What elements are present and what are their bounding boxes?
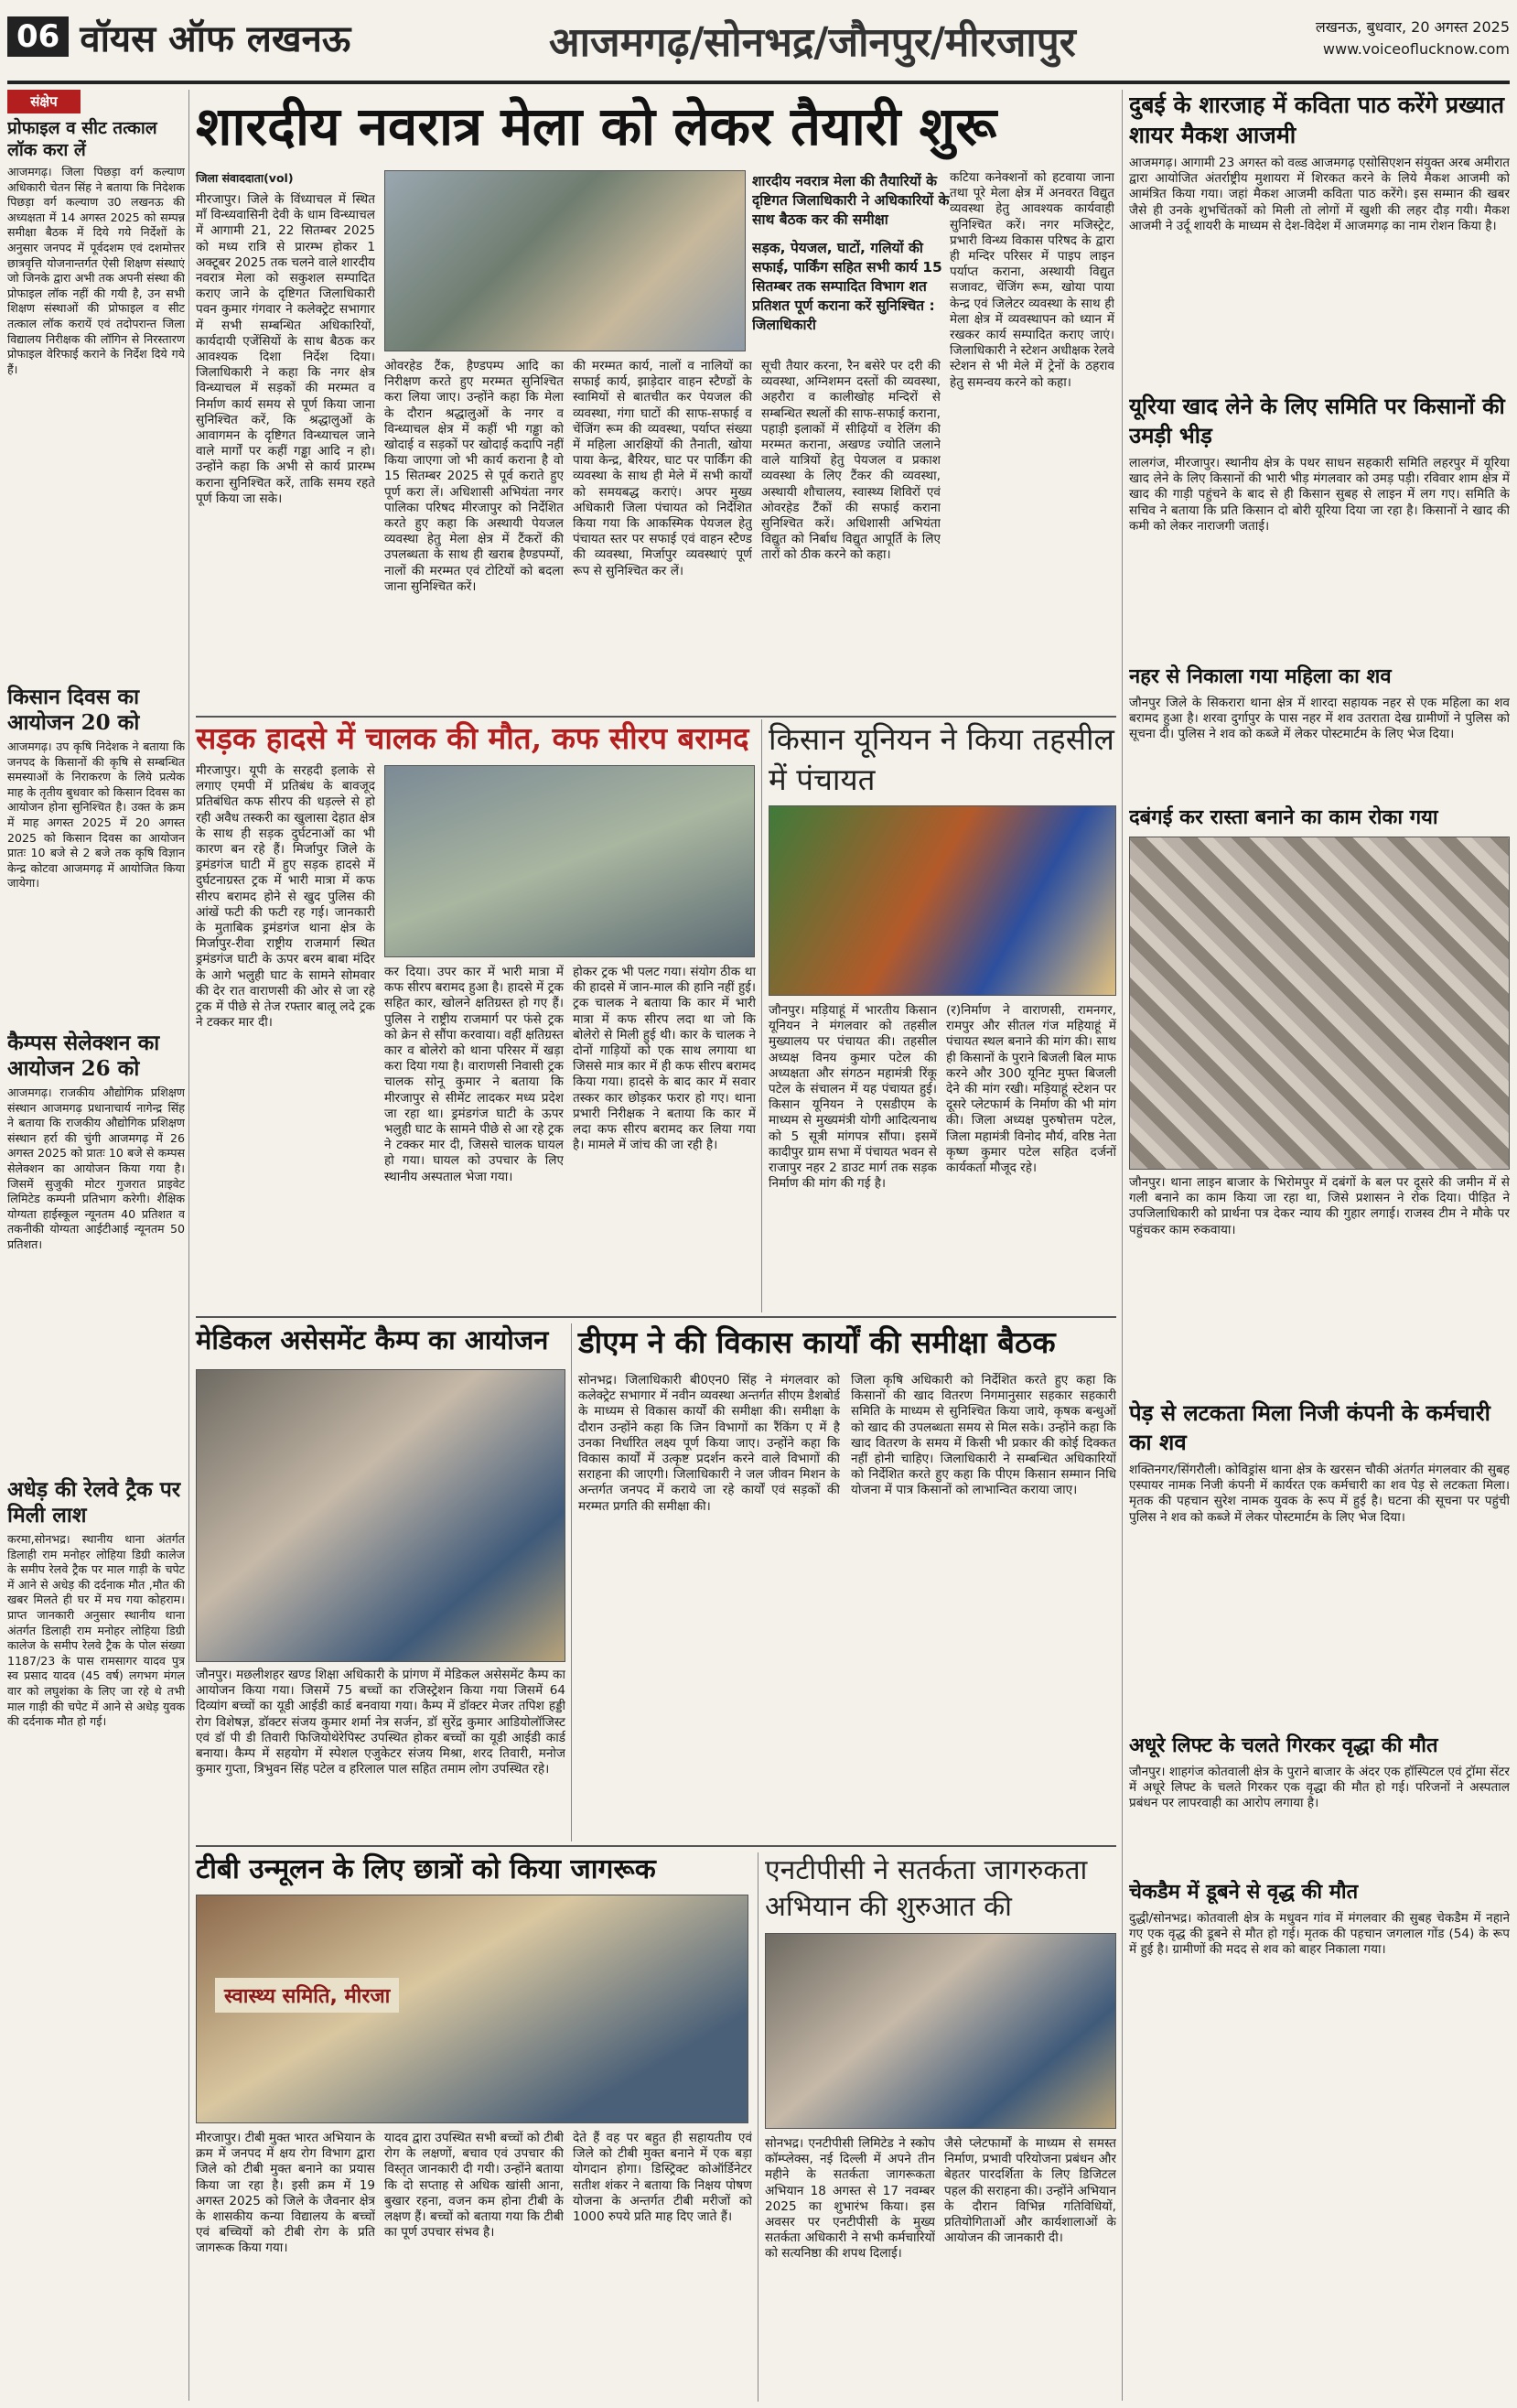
ntpc-photo bbox=[765, 1933, 1116, 2129]
medical-headline: मेडिकल असेसमेंट कैम्प का आयोजन bbox=[196, 1324, 549, 1355]
accident-col-2: कर दिया। उपर कार में भारी मात्रा में कफ सीरप बरामद हुआ है। हादसे में ट्रक सहित कार, खोलने क्षतिग्रस्त हो गए हैं। पुलिस ने राष्ट्रीय राजमार्ग पर फंसे ट्रक को क्रेन से सौंपा करवाया। वहीं क्षतिग्रस्त कार व बोलेरो को थाना परिसर में खड़ा करा दिया गया है। वाराणसी निवासी ट्रक चालक सोनू कुमार ने बताया कि मीरजापुर से सीमेंट लादकर मध्य प्रदेश जा रहा था। ड्रमंडगंज घाटी के ऊपर भलुही घाट के सामने पीछे से आ रहे ट्रक ने टक्कर मार दी, जिससे चालक घायल हो गया। घायल को उपचार के लिए स्थानीय अस्पताल भेजा गया। bbox=[384, 965, 564, 1184]
tree-headline: पेड़ से लटकता मिला निजी कंपनी के कर्मचारी का शव bbox=[1129, 1399, 1490, 1455]
website-link[interactable]: www.voiceoflucknow.com bbox=[1322, 40, 1510, 58]
sidebar-head-3: कैम्पस सेलेक्शन का आयोजन 26 को bbox=[7, 1031, 160, 1081]
lead-col-3: की मरम्मत कार्य, नालों व नालियों का सफाई कार्य, झाड़ेदार वाहन स्टैण्डों के स्वामियों से बातचीत कर पेयजल की व्यवस्था, गंगा घाटों की साफ-सफाई व चेंजिंग रूम की व्यवस्था, पर्याप्त संख्या में महिला आरक्षियों की तैनाती, खोया पाया केन्द्र, बैरियर, घाट पर पार्किंग की व्यवस्था के साथ ही मेले में सभी कार्यों को समयबद्ध कराएं। अपर मुख्य अधिकारी जिला पंचायत को निर्देशित किया गया कि आकस्मिक पेयजल हेतु पंचायत स्तर पर सफाई एवं वाहन स्टैण्ड की व्यवस्था, मिर्जापुर व्यवस्थाएं पूर्ण रूप से सुनिश्चित कर लें। bbox=[573, 359, 752, 578]
lead-bottom-rule bbox=[196, 716, 1116, 718]
date-line: लखनऊ, बुधवार, 20 अगस्त 2025 bbox=[1315, 18, 1510, 36]
medical-photo bbox=[196, 1369, 565, 1662]
tb-col-2: यादव द्वारा उपस्थित सभी बच्चों को टीबी रोग के लक्षणों, बचाव एवं उपचार की विस्तृत जानकारी दी गयी। उन्होंने बताया कि दो सप्ताह से अधिक खांसी आना, बुखार रहना, वजन कम होना टीबी के लक्षण हैं। बच्चों को बताया गया कि टीबी का पूर्ण उपचार संभव है। bbox=[384, 2131, 564, 2241]
canal-body-headline: नहर से निकाला गया महिला का शव bbox=[1129, 664, 1392, 688]
lead-bullet-2: सड़क, पेयजल, घाटों, गलियों की सफाई, पार्किंग सहित सभी कार्य 15 सितम्बर तक सम्पादित विभाग शत प्रतिशत पूर्ण कराना करें सुनिश्चित : जिलाधिकारी bbox=[752, 240, 942, 333]
col-divider-left bbox=[188, 90, 189, 2401]
right-top-body: आजमगढ़। आगामी 23 अगस्त को वल्र्ड आजमगढ़ एसोसिएशन संयुक्त अरब अमीरात द्वारा आयोजित अंतर्राष्ट्रीय मुशायरा में शिरकत करने के लिये मैकश आजमी को आमंत्रित किया गया। जहां मैकश आजमी कविता पाठ करेंगे। इस सम्मान की खबर जैसे ही उनके शुभचिंतकों को मिली तो लोगों में खुशी की लहर दौड़ गयी। मैकश आजमी ने उर्दू शायरी के माध्यम से देश-विदेश में आजमगढ़ का नाम रोशन किया है। bbox=[1129, 156, 1510, 233]
sidebar-label: संक्षेप bbox=[7, 90, 81, 113]
masthead-rule bbox=[7, 81, 1510, 84]
lead-col-2: ओवरहेड टैंक, हैण्डपम्प आदि का निरीक्षण करते हुए मरम्मत सुनिश्चित करा लिया जाए। उन्होंने कहा कि मेला के दौरान श्रद्धालुओं के नगर व विन्ध्याचल क्षेत्र में कहीं भी गड्ढा को खोदाई व सड़कों पर खोदाई कदापि नहीं किया जाएगा जो भी कार्य कराना है वो 15 सितम्बर 2025 से पूर्व कराते हुए पूर्ण करा लें। अधिशासी अभियंता नगर पालिका परिषद मीरजापुर को निर्देशित करते हुए कहा कि अस्थायी पेयजल व्यवस्था हेतु मेला क्षेत्र में टैंकरों की उपलब्धता के साथ ही खराब हैण्डपम्पों, नालों की मरम्मत एवं टोटियों को बदला जाना सुनिश्चित करें। bbox=[384, 359, 564, 594]
col-divider-right bbox=[1122, 90, 1123, 2401]
accident-photo-truck bbox=[384, 765, 755, 957]
sidebar-head-1: प्रोफाइल व सीट तत्काल लॉक करा लें bbox=[7, 118, 157, 160]
farmers-photo bbox=[769, 805, 1116, 996]
lead-byline: जिला संवाददाता(vol) bbox=[196, 171, 294, 185]
urea-body: लालगंज, मीरजापुर। स्थानीय क्षेत्र के पथर साधन सहकारी समिति लहरपुर में यूरिया खाद लेने के लिए किसानों की भारी भीड़ मंगलवार को उमड़ पड़ी। रविवार शाम क्षेत्र में खाद की गाड़ी पहुंचने के बाद से ही किसान सुबह से लाइन में लग गए। समिति के सचिव ने बताया कि प्रति किसान दो बोरी यूरिया दिया जा रहा है। किसानों ने खाद की कमी को लेकर नाराजगी जताई। bbox=[1129, 456, 1510, 534]
sidebar-head-4: अधेड़ की रेलवे ट्रैक पर मिली लाश bbox=[7, 1477, 181, 1528]
sidebar-body-2: आजमगढ़। उप कृषि निदेशक ने बताया कि जनपद के किसानों की कृषि से सम्बन्धित समस्याओं के निराकरण के लिये प्रत्येक माह के तृतीय बुधवार को किसान दिवस का आयोजन होना सुनिश्चित है। उक्त के क्रम में माह अगस्त 2025 में 20 अगस्त 2025 को किसान दिवस का आयोजन प्रातः 10 बजे से 2 बजे तक कृषि विज्ञान केन्द्र कोटवा आजमगढ़ में आयोजित किया जायेगा। bbox=[7, 740, 185, 891]
drown-body: दुद्धी/सोनभद्र। कोतवाली क्षेत्र के मधुवन गांव में मंगलवार की सुबह चेकडैम में नहाने गए एक वृद्ध की डूबने से मौत हो गई। मृतक की पहचान जगलाल गोंड (54) के रूप में हुई है। ग्रामीणों की मदद से शव को बाहर निकाला गया। bbox=[1129, 1911, 1510, 1958]
lead-bullet-box bbox=[752, 172, 963, 355]
road-body: जौनपुर। थाना लाइन बाजार के भिरोमपुर में दबंगों के बल पर दूसरे की जमीन में से गली बनाने का काम किया जा रहा था, जिसे प्रशासन ने रोक दिया। पीड़ित ने उपजिलाधिकारी को प्रार्थना पत्र देकर न्याय की गुहार लगाई। राजस्व टीम ने मौके पर पहुंचकर काम रुकवाया। bbox=[1129, 1175, 1510, 1237]
canal-body-text: जौनपुर जिले के सिकरारा थाना क्षेत्र में शारदा सहायक नहर से एक महिला का शव बरामद हुआ है। शरवा दुर्गापुर के पास नहर में शव उतराता देख ग्रामीणों ने पुलिस को सूचना दी। पुलिस ने शव को कब्जे में लेकर पोस्टमार्टम के लिए भेज दिया। bbox=[1129, 696, 1510, 742]
tb-col-1: मीरजापुर। टीबी मुक्त भारत अभियान के क्रम में जनपद में क्षय रोग विभाग द्वारा जिले को टीबी मुक्त बनाने का प्रयास किया जा रहा है। इसी क्रम में 19 अगस्त 2025 को जिले के जैवनार क्षेत्र के शासकीय कन्या विद्यालय के बच्चों एवं बच्चियों को टीबी रोग के प्रति जागरूक किया गया। bbox=[196, 2131, 375, 2256]
lift-headline: अधूरे लिफ्ट के चलते गिरकर वृद्धा की मौत bbox=[1129, 1733, 1438, 1757]
left-sidebar bbox=[7, 90, 185, 2401]
tb-photo bbox=[196, 1895, 748, 2123]
ntpc-col-2: जैसे प्लेटफार्मों के माध्यम से समस्त निर्माण, प्रभावी परियोजना प्रबंधन और बेहतर पारदर्शिता के लिए डिजिटल पहल की सराहना की। उन्होंने अभियान के दौरान विभिन्न गतिविधियों, प्रतियोगिताओं और कार्यशालाओं के आयोजन की जानकारी दी। bbox=[944, 2136, 1116, 2246]
sidebar-body-4: करमा,सोनभद्र। स्थानीय थाना अंतर्गत डिलाही राम मनोहर लोहिया डिग्री कालेज के समीप रेलवे ट्रैक पर माल गाड़ी के चपेट में आने से अधेड़ की दर्दनाक मौत ,मौत की खबर मिलते ही घर में मच गया कोहराम। प्राप्त जानकारी अनुसार स्थानीय थाना अंतर्गत डिलाही राम मनोहर लोहिया डिग्री कालेज के समीप रेलवे ट्रैक के पोल संख्या 1187/23 के पास रामसागर यादव पुत्र स्व प्रसाद यादव (45 वर्ष) लगभग मंगल वार को लघुशंका के लिए जा रहे थे तभी माल गाड़ी की चपेट में आने से अधेड़ युवक की दर्दनाक मौत हो गई। bbox=[7, 1532, 185, 1729]
farmers-col-1: जौनपुर। मड़ियाहूं में भारतीय किसान यूनियन ने मंगलवार को तहसील मुख्यालय पर पंचायत की। तहसील अध्यक्ष विनय कुमार पटेल की अध्यक्षता और संगठन महामंत्री रिंकू पटेल के संचालन में यह पंचायत हुई। किसान यूनियन ने एसडीएम के माध्यम से मुख्यमंत्री योगी आदित्यनाथ को 5 सूत्री मांगपत्र सौंपा। इसमें कादीपुर ग्राम सभा में पंचायत भवन से राजापुर नहर 2 डाउट मार्ग तक सड़क निर्माण की मांग की गई है। bbox=[769, 1003, 937, 1192]
lead-col-1: मीरजापुर। जिले के विंध्याचल में स्थित माँ विन्ध्यवासिनी देवी के धाम विन्ध्याचल में आगामी 21, 22 सितम्बर 2025 को मध्य रात्रि से प्रारम्भ होकर 1 अक्टूबर 2025 तक चलने वाले शारदीय नवरात्र मेला को सकुशल सम्पादित कराए जाने के दृष्टिगत जिलाधिकारी पवन कुमार गंगवार ने कलेक्ट्रेट सभागार में सभी सम्बन्धित अधिकारियों, कार्यदायी एजेंसियों के साथ बैठक कर आवश्यक दिशा निर्देश दिया। जिलाधिकारी ने कहा कि नगर क्षेत्र विन्ध्याचल में सड़कों की मरम्मत व निर्माण कार्य समय से पूर्ण किया जाना सुनिश्चित करें, कि श्रद्धालुओं के आवागमन के दृष्टिगत विन्ध्याचल जाने वाले मार्गों पर कहीं गड्ढा आदि न हो। उन्होंने कहा कि अभी से कार्य प्रारम्भ कराना सुनिश्चित करें, ताकि समय रहते पूर्ण किया जा सके। bbox=[196, 192, 375, 506]
sidebar-body-3: आजमगढ़। राजकीय औद्योगिक प्रशिक्षण संस्थान आजमगढ़ प्रधानाचार्य नागेन्द्र सिंह ने बताया कि राजकीय औद्योगिक प्रशिक्षण संस्थान हर्रा की चुंगी आजमगढ़ में 26 अगस्त 2025 को प्रातः 10 बजे से कम्पस सेलेक्शन का आयोजन किया गया है। जिसमें सुजुकी मोटर गुजरात प्राइवेट लिमिटेड कम्पनी प्रतिभाग करेगी। शैक्षिक योग्यता हाईस्कूल न्यूनतम 40 प्रतिशत व तकनीकी योग्यता आईटीआई न्यूनतम 50 प्रतिशत। bbox=[7, 1085, 185, 1251]
lead-headline: शारदीय नवरात्र मेला को लेकर तैयारी शुरू bbox=[196, 95, 997, 157]
accident-divider bbox=[761, 719, 762, 1312]
brand-title: वॉयस ऑफ लखनऊ bbox=[80, 16, 351, 60]
section-title: आजमगढ़/सोनभद्र/जौनपुर/मीरजापुर bbox=[549, 19, 1076, 66]
road-headline: दबंगई कर रास्ता बनाने का काम रोका गया bbox=[1129, 805, 1438, 829]
lead-col-5: कटिया कनेक्शनों को हटवाया जाना तथा पूरे मेला क्षेत्र में अनवरत विद्युत व्यवस्था हेतु आवश्यक कार्यवाही सुनिश्चित करें। नगर मजिस्ट्रेट, प्रभारी विन्ध्य विकास परिषद के द्वारा ही मन्दिर परिसर में पाइप लाइन पर्याप्त कराना, अस्थायी विद्युत सजावट, चेंजिंग रूम, खोया पाया केन्द्र एवं जिलेटर व्यवस्था के साथ ही मेला क्षेत्र में व्यवस्थापन को ध्यान में रखकर कार्य सम्पादित कराए जाएं। जिलाधिकारी ने स्टेशन अधीक्षक रेलवे स्टेशन से भी मेले में ट्रेनों के ठहराव हेतु समन्वय करने को कहा। bbox=[950, 170, 1114, 390]
mid-rule-2 bbox=[196, 1845, 1116, 1847]
mid-rule-1 bbox=[196, 1316, 1116, 1318]
accident-col-1: मीरजापुर। यूपी के सरहदी इलाके से लगाए एमपी में प्रतिबंध के बावजूद प्रतिबंधित कफ सीरप की धड़ल्ले से हो रही अवैध तस्करी का खुलासा देहात क्षेत्र के साथ ही सड़क दुर्घटनाओं का भी कारण बन रहे हैं। मिर्जापुर जिले के ड्रमंडगंज घाटी में हुए सड़क हादसे में दुर्घटनाग्रस्त ट्रक में भारी मात्रा में कफ सीरप बरामद होने से खुद पुलिस की आंखें फटी की फटी रह गई। जानकारी के मुताबिक ड्रमंडगंज थाना क्षेत्र के मिर्जापुर-रीवा राष्ट्रीय राजमार्ग स्थित ड्रमंडगंज घाटी के ऊपर बरम बाबा मंदिर के आगे भलुही घाट के सामने सोमवार की देर रात वाराणसी की ओर से जा रहे ट्रक में पीछे से तेज रफ्तार बालू लदे ट्रक ने टक्कर मार दी। bbox=[196, 763, 375, 1031]
sidebar-head-2: किसान दिवस का आयोजन 20 को bbox=[7, 685, 140, 735]
accident-col-3: होकर ट्रक भी पलट गया। संयोग ठीक था की हादसे में जान-माल की हानि नहीं हुई। ट्रक चालक ने बताया कि कार में भारी मात्रा में कफ सीरप लदा था जो कि बोलेरो से मिली हुई थी। कार के चालक ने दोनों गाड़ियों को एक साथ लगाया था जिससे मात्र कार में ही कफ सीरप बरामद किया गया। हादसे के बाद कार में सवार तस्कर कार छोड़कर फरार हो गए। थाना प्रभारी निरीक्षक ने बताया कि कार में लदा कफ सीरप बरामद कर लिया गया है। मामले में जांच की जा रही है। bbox=[573, 965, 756, 1153]
lead-col-4: सूची तैयार करना, रैन बसेरे पर दरी की व्यवस्था, अग्निशमन दस्तों की व्यवस्था, अहरौरा व कालीखोह मन्दिरों से सम्बन्धित स्थलों की साफ-सफाई कराना, पहाड़ी इलाकों में सीढ़ियों व रेलिंग की मरम्मत कराना, अखण्ड ज्योति जलाने वाले यात्रियों हेतु पेयजल व प्रकाश व्यवस्था के लिए टैंकर की व्यवस्था, अस्थायी शौचालय, स्वास्थ्य शिविरों एवं ओवरहेड टैंकों की सफाई कराना सुनिश्चित करें। अधिशासी अभियंता विद्युत को निर्बाध विद्युत आपूर्ति के लिए तारों को ठीक करने को कहा। bbox=[761, 359, 941, 563]
tb-photo-banner: स्वास्थ्य समिति, मीरजा bbox=[215, 1978, 399, 2013]
review-col-1: सोनभद्र। जिलाधिकारी बी0एन0 सिंह ने मंगलवार को कलेक्ट्रेट सभागार में नवीन व्यवस्था अन्तर्गत सीएम डैशबोर्ड के माध्यम से विकास कार्यों की समीक्षा की। समीक्षा के दौरान उन्होंने कहा कि जिन विभागों का रैंकिंग ए में है उनका निर्धारित लक्ष्य पूर्ण किया जाए। उन्होंने कहा कि विकास कार्यों में उत्कृष्ट प्रदर्शन करने वाले विभागों की सराहना की जाएगी। जिलाधिकारी ने जल जीवन मिशन के अन्तर्गत जनपद में कराये जा रहे कार्यों एवं सड़कों की मरम्मत प्रगति की समीक्षा की। bbox=[578, 1373, 840, 1514]
tb-headline: टीबी उन्मूलन के लिए छात्रों को किया जागरूक bbox=[196, 1853, 656, 1885]
medical-divider bbox=[571, 1323, 572, 1841]
urea-headline: यूरिया खाद लेने के लिए समिति पर किसानों की उमड़ी भीड़ bbox=[1129, 393, 1505, 448]
page-number: 06 bbox=[7, 16, 69, 57]
sidebar-body-1: आजमगढ़। जिला पिछड़ा वर्ग कल्याण अधिकारी चेतन सिंह ने बताया कि निदेशक पिछड़ा वर्ग कल्याण उ0 लखनऊ की अध्यक्षता में 14 अगस्त 2025 को सम्पन्न समीक्षा बैठक में दिये गये निर्देशों के अनुसार जनपद में पूर्वदशम एवं दशमोत्तर छात्रवृत्ति योजनान्तर्गत ऐसी शिक्षण संस्थाएं जो जिनके द्वारा अभी तक अपनी संस्था की प्रोफाइल लॉक नहीं की गयी है, उन सभी शिक्षण संस्थाओं की प्रोफाइल व सीट तत्काल लॉक करायें एवं तदोपरान्त जिला विद्यालय निरीक्षक की लॉगिन से निरस्तारण प्रोफाइल वेरिफाई कराने के निर्देश दिये गये हैं। bbox=[7, 165, 185, 376]
road-photo bbox=[1129, 837, 1510, 1170]
farmers-headline: किसान यूनियन ने किया तहसील में पंचायत bbox=[769, 721, 1114, 797]
drown-headline: चेकडैम में डूबने से वृद्ध की मौत bbox=[1129, 1880, 1359, 1904]
ntpc-headline: एनटीपीसी ने सतर्कता जागरुकता अभियान की शुरुआत की bbox=[765, 1854, 1088, 1923]
masthead-left bbox=[7, 7, 538, 66]
right-top-headline: दुबई के शारजाह में कविता पाठ करेंगे प्रख्यात शायर मैकश आजमी bbox=[1129, 92, 1504, 148]
medical-body: जौनपुर। मछलीशहर खण्ड शिक्षा अधिकारी के प्रांगण में मेडिकल असेसमेंट कैम्प का आयोजन किया गया। जिसमें 75 बच्चों का रजिस्ट्रेशन किया गया जिसमें 64 दिव्यांग बच्चों का यूडी आईडी कार्ड बनवाया गया। कैम्प में डॉक्टर मेजर तपिश हड्डी रोग विशेषज्ञ, डॉक्टर संजय कुमार शर्मा नेत्र सर्जन, डॉ सुरेंद्र कुमार आडियोलॉजिस्ट एवं डॉ पी डी तिवारी फिजियोथेरेपिस्ट उपस्थित होकर बच्चों का यूडी आईडी कार्ड बनाया। कैम्प में सहयोग में स्पेशल एजुकेटर संजय मिश्रा, शरद तिवारी, मनोज कुमार गुप्ता, त्रिभुवन सिंह पटेल व हरिलाल पाल सहित तमाम लोग उपस्थित रहे। bbox=[196, 1668, 565, 1777]
review-headline: डीएम ने की विकास कार्यों की समीक्षा बैठक bbox=[578, 1324, 1056, 1360]
date-block bbox=[1299, 16, 1510, 68]
farmers-col-2: (र)निर्माण ने वाराणसी, रामनगर, रामपुर और सीतल गंज महियाहूं में पंचायत स्थल बनाने की मांग की। साथ ही किसानों के पुराने बिजली बिल माफ करने और 300 यूनिट मुफ्त बिजली देने की मांग रखी। मड़ियाहूं स्टेशन पर दूसरे प्लेटफार्म के निर्माण की भी मांग की। जिला अध्यक्ष पुरुषोत्तम पटेल, जिला महामंत्री विनोद मौर्य, वरिष्ठ नेता कृष्ण कुमार पटेल सहित दर्जनों कार्यकर्ता मौजूद रहे। bbox=[946, 1003, 1116, 1176]
tb-col-3: देते हैं वह पर बहुत ही सहायतीय एवं जिले को टीबी मुक्त बनाने में एक बड़ा योगदान होगा। डिस्ट्रिक्ट कोऑर्डिनेटर सतीश शंकर ने बताया कि निक्षय पोषण योजना के अन्तर्गत टीबी मरीजों को 1000 रुपये प्रति माह दिए जाते हैं। bbox=[573, 2131, 752, 2225]
ntpc-col-1: सोनभद्र। एनटीपीसी लिमिटेड ने स्कोप कॉम्प्लेक्स, नई दिल्ली में अपने तीन महीने के सतर्कता जागरूकता अभियान 18 अगस्त से 17 नवम्बर 2025 का शुभारंभ किया। इस अवसर पर एनटीपीसी के मुख्य सतर्कता अधिकारी ने सभी कर्मचारियों को सत्यनिष्ठा की शपथ दिलाई। bbox=[765, 2136, 935, 2262]
tree-body: शक्तिनगर/सिंगरौली। कोविड्रांस थाना क्षेत्र के खरसन चौकी अंतर्गत मंगलवार की सुबह एस्पायर नामक निजी कंपनी में कार्यरत एक कर्मचारी का शव पेड़ से लटकता मिला। मृतक की पहचान सुरेश नामक युवक के रूप में हुई है। घटना की सूचना पर पहुंची पुलिस ने शव को कब्जे में लेकर पोस्टमार्टम के लिए भेज दिया। bbox=[1129, 1463, 1510, 1525]
lead-bullet-1: शारदीय नवरात्र मेला की तैयारियों के दृष्टिगत जिलाधिकारी ने अधिकारियों के साथ बैठक कर की समीक्षा bbox=[752, 173, 950, 228]
accident-headline: सड़क हादसे में चालक की मौत, कफ सीरप बरामद bbox=[196, 720, 749, 756]
right-column bbox=[1129, 90, 1510, 2401]
lift-body: जौनपुर। शाहगंज कोतवाली क्षेत्र के पुराने बाजार के अंदर एक हॉस्पिटल एवं ट्रॉमा सेंटर में अधूरे लिफ्ट के चलते गिरकर एक वृद्धा की मौत हो गई। परिजनों ने अस्पताल प्रबंधन पर लापरवाही का आरोप लगाया है। bbox=[1129, 1765, 1510, 1811]
review-col-2: जिला कृषि अधिकारी को निर्देशित करते हुए कहा कि किसानों की खाद वितरण निगमानुसार सहकार सहकारी समिति के माध्यम से सुनिश्चित किया जाये, कृषक बन्धुओं को खाद की उपलब्धता समय से मिल सके। उन्होंने कहा कि खाद वितरण के समय में किसी भी प्रकार की कोई दिक्कत नहीं होनी चाहिए। जिलाधिकारी ने सम्बन्धित अधिकारियों को निर्देशित करते हुए कहा कि पीएम किसान सम्मान निधि योजना में पात्र किसानों को लाभान्वित कराया जाए। bbox=[851, 1373, 1116, 1498]
lead-photo-meeting bbox=[384, 170, 746, 351]
